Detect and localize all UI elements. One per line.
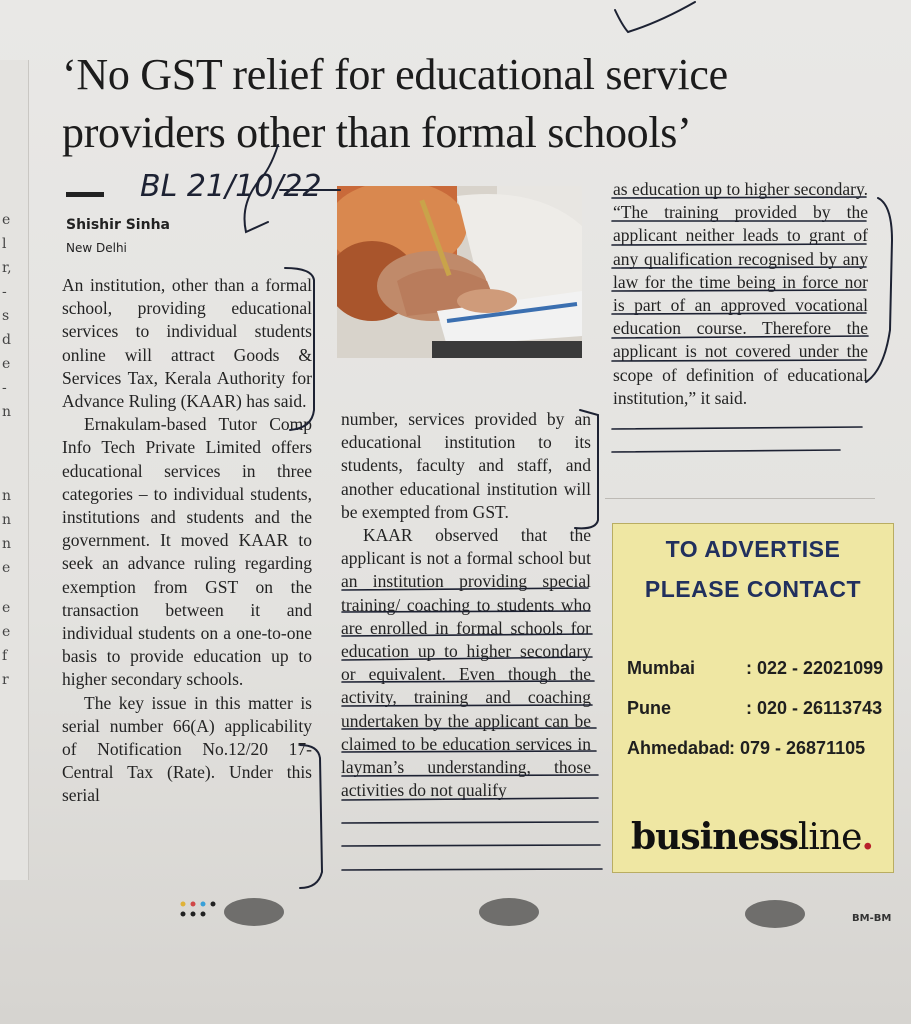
student-writing-illustration [337, 186, 582, 358]
article-headline [62, 46, 822, 162]
ad-heading-1: TO ADVERTISE [665, 536, 841, 562]
headline-line-2: providers other than formal schools’ [62, 108, 692, 157]
ad-contact-number: : 022 - 22021099 [746, 658, 884, 678]
column1-paragraph-3: The key issue in this matter is serial number 66(A) applicability of Notification No.12/20 17- Central Tax (Rate). Under this serial [62, 692, 312, 806]
column1-paragraph-1: An institution, other than a formal school, providing educational services to individual students online will attract Goods & Services Tax, Kerala Authority for Advance Ruling (KAAR) has said. [62, 275, 312, 412]
column2-paragraph-1: number, services provided by an educational institution to its students, faculty and staff, and another educational institution will be exempted from GST. [341, 409, 591, 522]
column2-paragraph-2: KAAR observed that the applicant is not a formal school but an institution providing special training/ coaching to students who are enrolled in formal schools for education up to higher secondary or equivalent. Even though the activity, training and coaching undertaken by the applicant can be claimed to be education services in layman’s understanding, those activities do not qualify [341, 525, 591, 801]
brand-word-line: line [797, 817, 862, 858]
brand-dot: . [861, 816, 873, 858]
ad-contact-city: Pune [627, 698, 672, 718]
headline-line-1: ‘No GST relief for educational service [62, 50, 728, 99]
adjacent-column-edge: e l r, - s d e - n n n n e e e f r [0, 60, 29, 880]
advertisement-box [612, 523, 894, 873]
byline-location: New Delhi [66, 241, 127, 255]
article-column-1 [62, 274, 312, 808]
ad-contact-city: Ahmedabad [627, 738, 731, 758]
ad-contact-city: Mumbai [627, 658, 696, 678]
article-photo [337, 186, 582, 358]
byline-rule [66, 192, 104, 197]
handwritten-date: BL 21/10/22 [140, 169, 322, 204]
ad-heading-2: PLEASE CONTACT [644, 576, 862, 602]
ad-contact-number: : 079 - 26871105 [729, 738, 866, 758]
ad-separator [605, 498, 875, 499]
page-code: BM-BM [852, 913, 892, 924]
byline-author: Shishir Sinha [66, 217, 170, 233]
article-column-3 [613, 178, 868, 410]
column3-paragraph-1: as education up to higher secondary. “The training provided by the applicant neither leads to grant of any qualification recognised by any law for the time being in force nor is part of an approved vocational education course. Therefore the applicant is not covered under the scope of definition of educational institution,” it said. [613, 179, 868, 408]
brand-word-business: business [631, 816, 798, 858]
ad-contact-number: : 020 - 26113743 [746, 698, 883, 718]
column1-paragraph-2: Ernakulam-based Tutor Comp Info Tech Private Limited offers educational services in three categories – to individual students, institutions and students and the government. It moved KAAR to seek an advance ruling regarding exemption from GST on the transaction between it and individual students on a one-to-one basis to provide education up to higher secondary schools. [62, 414, 312, 690]
article-column-2 [341, 408, 591, 802]
businessline-logo [631, 816, 873, 858]
